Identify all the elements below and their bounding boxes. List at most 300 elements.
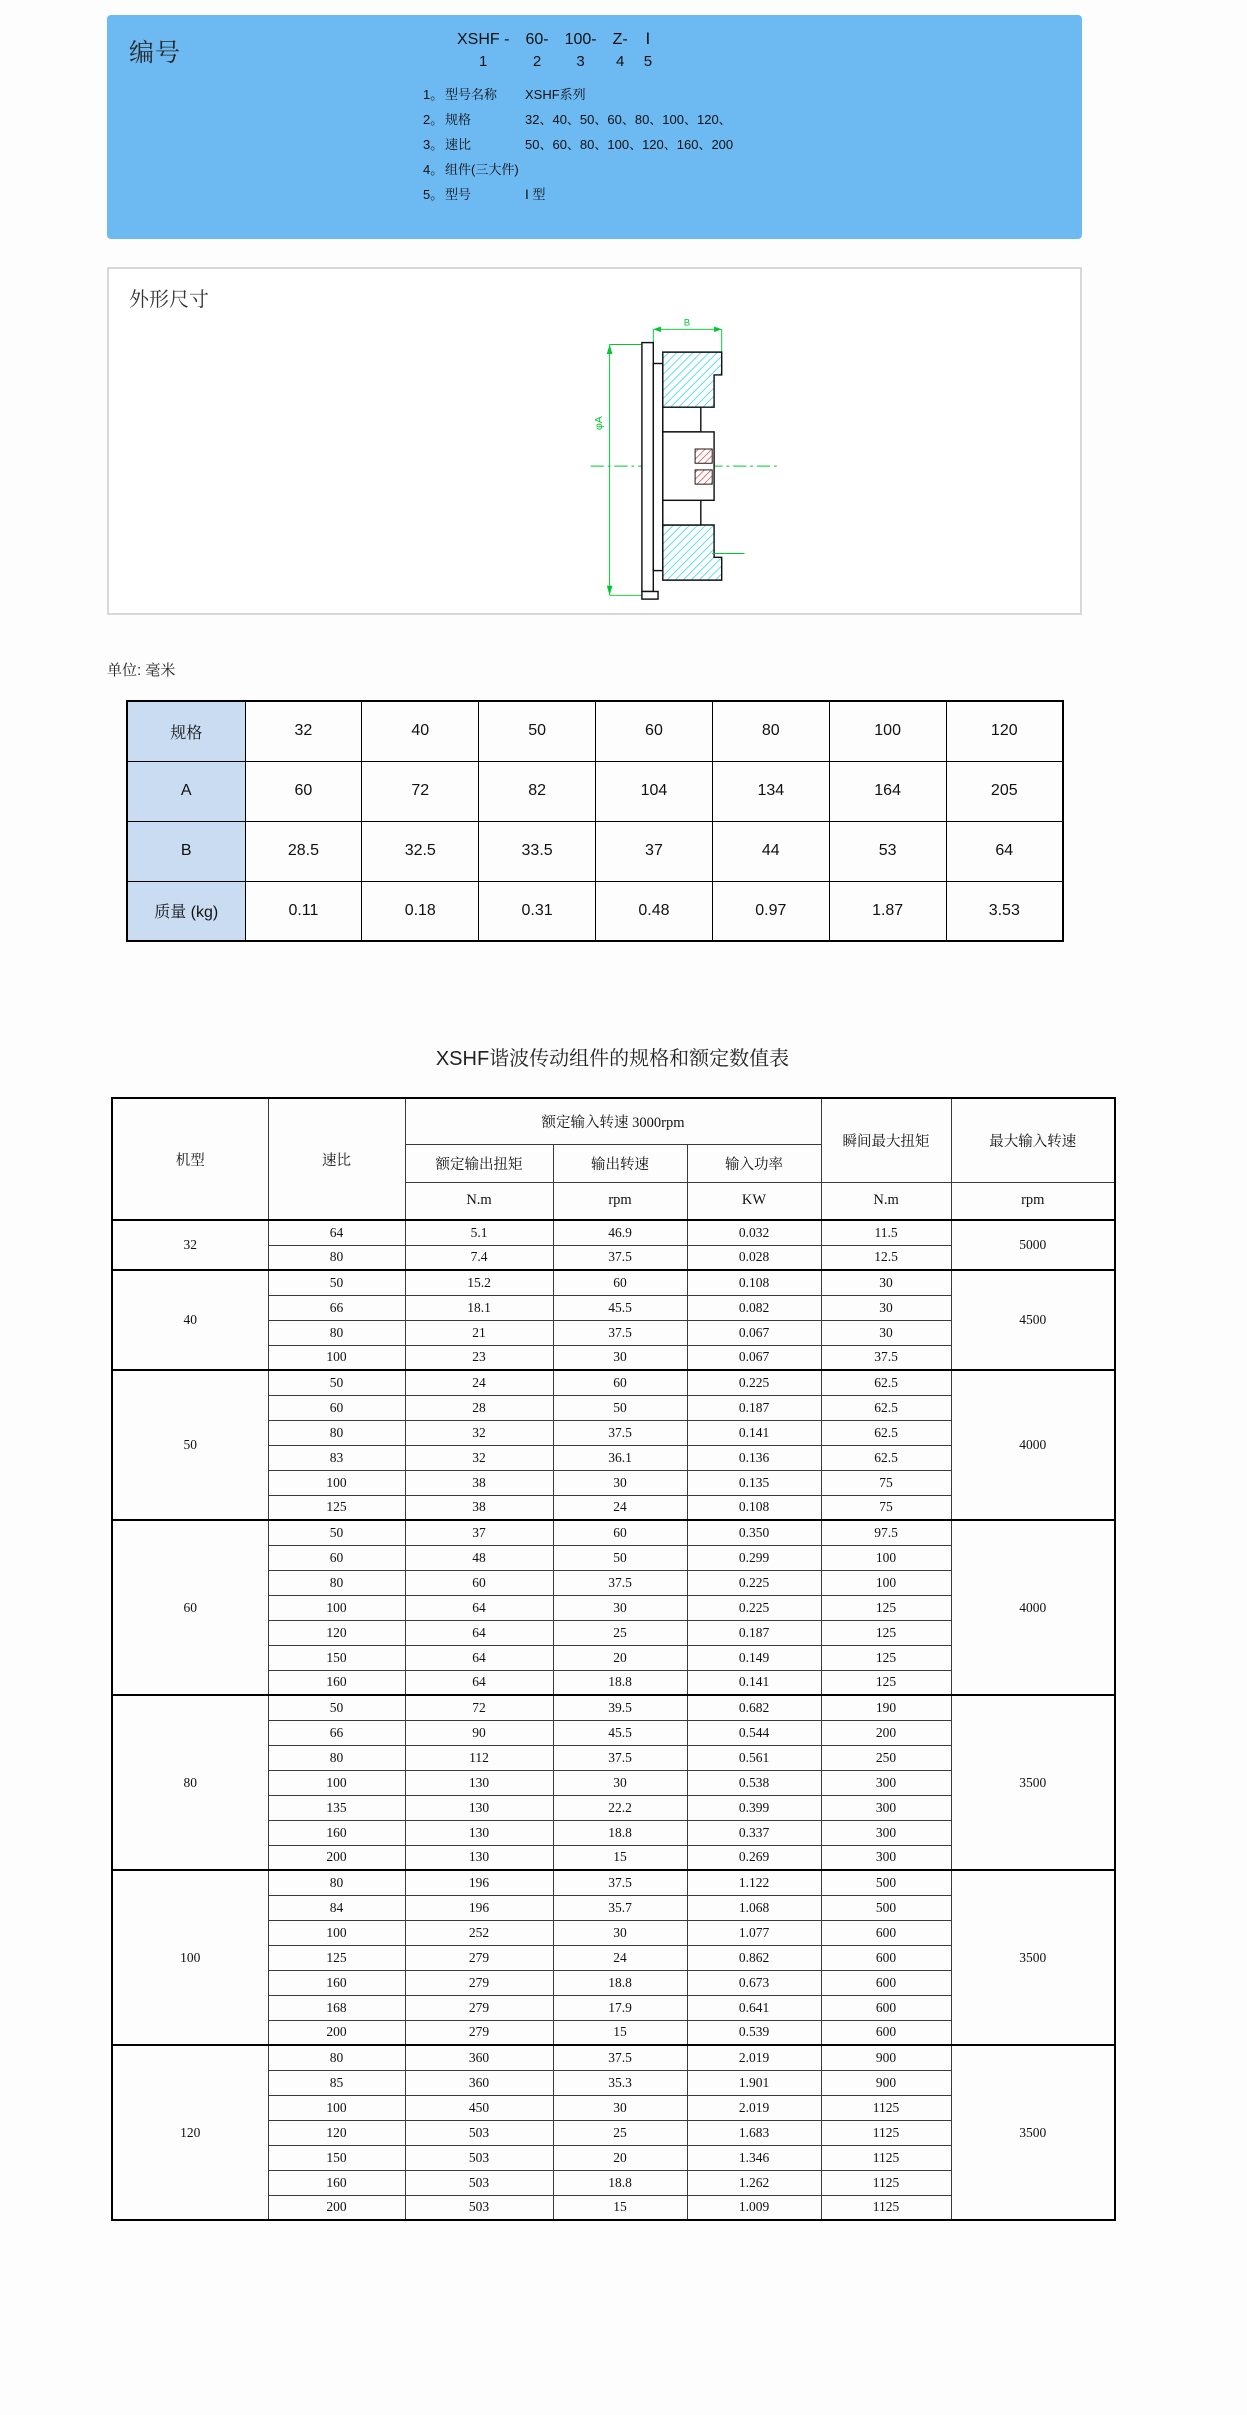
- power-cell: 1.122: [687, 1870, 821, 1895]
- model-code-legend: [423, 81, 733, 206]
- power-cell: 0.135: [687, 1470, 821, 1495]
- speed-cell: 18.8: [553, 1670, 687, 1695]
- part-outline: [642, 343, 722, 599]
- speed-cell: 60: [553, 1370, 687, 1395]
- value-cell: 33.5: [479, 821, 596, 881]
- value-cell: 0.11: [245, 881, 362, 941]
- peak-torque-cell: 62.5: [821, 1370, 951, 1395]
- power-cell: 0.067: [687, 1320, 821, 1345]
- value-cell: 205: [946, 761, 1063, 821]
- peak-torque-cell: 1125: [821, 2095, 951, 2120]
- torque-cell: 37: [405, 1520, 553, 1545]
- torque-cell: 503: [405, 2170, 553, 2195]
- peak-torque-cell: 75: [821, 1495, 951, 1520]
- ratio-cell: 125: [268, 1945, 405, 1970]
- model-code-segment-number: 2: [532, 53, 542, 70]
- speed-cell: 30: [553, 2095, 687, 2120]
- model-cell: 100: [112, 1870, 268, 2045]
- power-cell: 0.141: [687, 1670, 821, 1695]
- speed-cell: 24: [553, 1495, 687, 1520]
- torque-cell: 503: [405, 2120, 553, 2145]
- speed-cell: 15: [553, 2195, 687, 2220]
- legend-value: XSHF系列: [525, 87, 586, 102]
- model-code-segment-number: 5: [643, 53, 653, 70]
- value-cell: 80: [712, 701, 829, 761]
- power-cell: 0.108: [687, 1495, 821, 1520]
- power-cell: 0.149: [687, 1645, 821, 1670]
- legend-row: [423, 131, 733, 156]
- peak-torque-cell: 900: [821, 2045, 951, 2070]
- ratio-cell: 80: [268, 1420, 405, 1445]
- torque-cell: 23: [405, 1345, 553, 1370]
- ratio-cell: 84: [268, 1895, 405, 1920]
- power-cell: 0.141: [687, 1420, 821, 1445]
- power-cell: 0.682: [687, 1695, 821, 1720]
- table-row: [112, 1870, 1115, 1895]
- value-cell: 0.48: [596, 881, 713, 941]
- peak-torque-cell: 250: [821, 1745, 951, 1770]
- power-cell: 1.077: [687, 1920, 821, 1945]
- peak-torque-cell: 600: [821, 1970, 951, 1995]
- peak-torque-cell: 62.5: [821, 1395, 951, 1420]
- torque-cell: 279: [405, 1945, 553, 1970]
- torque-cell: 64: [405, 1595, 553, 1620]
- ratio-cell: 120: [268, 2120, 405, 2145]
- value-cell: 28.5: [245, 821, 362, 881]
- power-cell: 0.225: [687, 1570, 821, 1595]
- ratio-cell: 135: [268, 1795, 405, 1820]
- ratio-cell: 66: [268, 1720, 405, 1745]
- speed-cell: 37.5: [553, 1320, 687, 1345]
- model-code-segment: [457, 29, 509, 73]
- peak-torque-cell: 1125: [821, 2145, 951, 2170]
- speed-cell: 17.9: [553, 1995, 687, 2020]
- speed-cell: 20: [553, 2145, 687, 2170]
- torque-cell: 252: [405, 1920, 553, 1945]
- torque-cell: 28: [405, 1395, 553, 1420]
- col-header-input-power: 输入功率: [687, 1144, 821, 1182]
- outline-drawing: [529, 316, 789, 601]
- peak-torque-cell: 500: [821, 1870, 951, 1895]
- col-header-rated-output-torque: 额定输出扭矩: [405, 1144, 553, 1182]
- legend-number: 1。: [423, 87, 444, 102]
- value-cell: 64: [946, 821, 1063, 881]
- speed-cell: 35.3: [553, 2070, 687, 2095]
- legend-row: [423, 81, 733, 106]
- value-cell: 40: [362, 701, 479, 761]
- torque-cell: 18.1: [405, 1295, 553, 1320]
- value-cell: 60: [596, 701, 713, 761]
- torque-cell: 90: [405, 1720, 553, 1745]
- power-cell: 0.136: [687, 1445, 821, 1470]
- legend-label-text: 型号: [445, 187, 472, 202]
- peak-torque-cell: 125: [821, 1620, 951, 1645]
- legend-number: 5。: [423, 187, 444, 202]
- model-cell: 40: [112, 1270, 268, 1370]
- ratings-table-title: XSHF谐波传动组件的规格和额定数值表: [435, 1048, 790, 1070]
- torque-cell: 32: [405, 1420, 553, 1445]
- ratio-cell: 150: [268, 1645, 405, 1670]
- peak-torque-cell: 500: [821, 1895, 951, 1920]
- power-cell: 0.561: [687, 1745, 821, 1770]
- ratio-cell: 80: [268, 1745, 405, 1770]
- col-header-peak-torque: 瞬间最大扭矩: [821, 1098, 951, 1182]
- torque-cell: 130: [405, 1820, 553, 1845]
- speed-cell: 30: [553, 1770, 687, 1795]
- model-code-segment: [644, 29, 652, 73]
- torque-cell: 279: [405, 1995, 553, 2020]
- table-row: [127, 821, 1063, 881]
- value-cell: 164: [829, 761, 946, 821]
- speed-cell: 46.9: [553, 1220, 687, 1245]
- ratio-cell: 160: [268, 1970, 405, 1995]
- ratio-cell: 80: [268, 1245, 405, 1270]
- value-cell: 37: [596, 821, 713, 881]
- speed-cell: 37.5: [553, 1745, 687, 1770]
- legend-row: [423, 106, 733, 131]
- torque-cell: 360: [405, 2045, 553, 2070]
- peak-torque-cell: 100: [821, 1545, 951, 1570]
- speed-cell: 30: [553, 1470, 687, 1495]
- speed-cell: 15: [553, 1845, 687, 1870]
- power-cell: 0.108: [687, 1270, 821, 1295]
- unit-note: 单位: 毫米: [107, 662, 176, 679]
- legend-label: [423, 109, 525, 128]
- torque-cell: 196: [405, 1870, 553, 1895]
- ratings-table: [111, 1097, 1116, 2221]
- torque-cell: 360: [405, 2070, 553, 2095]
- peak-torque-cell: 600: [821, 1945, 951, 1970]
- power-cell: 1.683: [687, 2120, 821, 2145]
- torque-cell: 48: [405, 1545, 553, 1570]
- unit-peak-torque: N.m: [821, 1182, 951, 1220]
- unit-torque: N.m: [405, 1182, 553, 1220]
- peak-torque-cell: 125: [821, 1595, 951, 1620]
- dim-label-b: B: [683, 317, 691, 329]
- legend-label-text: 速比: [445, 137, 472, 152]
- legend-number: 3。: [423, 137, 444, 152]
- legend-row: [423, 181, 733, 206]
- power-cell: 0.269: [687, 1845, 821, 1870]
- row-header-cell: B: [127, 821, 245, 881]
- header-row: [112, 1098, 1115, 1144]
- ratio-cell: 83: [268, 1445, 405, 1470]
- power-cell: 0.544: [687, 1720, 821, 1745]
- peak-torque-cell: 30: [821, 1270, 951, 1295]
- ratio-cell: 80: [268, 1320, 405, 1345]
- peak-torque-cell: 200: [821, 1720, 951, 1745]
- ratio-cell: 100: [268, 1770, 405, 1795]
- section-title-numbering: 编号: [129, 39, 182, 67]
- power-cell: 0.539: [687, 2020, 821, 2045]
- ratio-cell: 85: [268, 2070, 405, 2095]
- peak-torque-cell: 100: [821, 1570, 951, 1595]
- peak-torque-cell: 900: [821, 2070, 951, 2095]
- torque-cell: 503: [405, 2195, 553, 2220]
- peak-torque-cell: 12.5: [821, 1245, 951, 1270]
- section-title-outline: 外形尺寸: [129, 289, 209, 311]
- ratio-cell: 160: [268, 1670, 405, 1695]
- torque-cell: 450: [405, 2095, 553, 2120]
- power-cell: 0.067: [687, 1345, 821, 1370]
- table-row: [127, 701, 1063, 761]
- table-row: [112, 1695, 1115, 1720]
- peak-torque-cell: 600: [821, 1920, 951, 1945]
- power-cell: 0.187: [687, 1395, 821, 1420]
- speed-cell: 35.7: [553, 1895, 687, 1920]
- legend-row: [423, 156, 733, 181]
- legend-value: Ⅰ 型: [525, 187, 546, 202]
- ratio-cell: 160: [268, 1820, 405, 1845]
- speed-cell: 30: [553, 1595, 687, 1620]
- value-cell: 72: [362, 761, 479, 821]
- speed-cell: 45.5: [553, 1720, 687, 1745]
- power-cell: 0.187: [687, 1620, 821, 1645]
- model-code-segment-text: 60-: [525, 31, 549, 48]
- torque-cell: 279: [405, 1970, 553, 1995]
- speed-cell: 39.5: [553, 1695, 687, 1720]
- power-cell: 0.350: [687, 1520, 821, 1545]
- speed-cell: 37.5: [553, 1420, 687, 1445]
- legend-label: [423, 184, 525, 203]
- value-cell: 100: [829, 701, 946, 761]
- ratio-cell: 64: [268, 1220, 405, 1245]
- table-row: [112, 1520, 1115, 1545]
- model-code: [457, 29, 652, 73]
- peak-torque-cell: 75: [821, 1470, 951, 1495]
- ratio-cell: 60: [268, 1395, 405, 1420]
- speed-cell: 18.8: [553, 2170, 687, 2195]
- peak-torque-cell: 600: [821, 1995, 951, 2020]
- legend-value: 32、40、50、60、80、100、120、: [525, 112, 732, 127]
- speed-cell: 45.5: [553, 1295, 687, 1320]
- col-header-ratio: 速比: [268, 1098, 405, 1220]
- torque-cell: 60: [405, 1570, 553, 1595]
- table-row: [112, 1370, 1115, 1395]
- power-cell: 0.028: [687, 1245, 821, 1270]
- ratio-cell: 160: [268, 2170, 405, 2195]
- ratio-cell: 50: [268, 1270, 405, 1295]
- power-cell: 2.019: [687, 2095, 821, 2120]
- model-code-segment-text: Ⅰ: [645, 31, 651, 48]
- ratio-cell: 60: [268, 1545, 405, 1570]
- torque-cell: 5.1: [405, 1220, 553, 1245]
- peak-torque-cell: 30: [821, 1295, 951, 1320]
- legend-label: [423, 159, 525, 178]
- peak-torque-cell: 1125: [821, 2120, 951, 2145]
- ratio-cell: 200: [268, 2195, 405, 2220]
- value-cell: 60: [245, 761, 362, 821]
- speed-cell: 37.5: [553, 2045, 687, 2070]
- unit-power: KW: [687, 1182, 821, 1220]
- peak-torque-cell: 125: [821, 1645, 951, 1670]
- ratio-cell: 50: [268, 1695, 405, 1720]
- page: [0, 15, 1247, 2221]
- torque-cell: 196: [405, 1895, 553, 1920]
- speed-cell: 60: [553, 1520, 687, 1545]
- ratio-cell: 50: [268, 1520, 405, 1545]
- row-header-cell: A: [127, 761, 245, 821]
- table-row: [127, 881, 1063, 941]
- ratio-cell: 200: [268, 1845, 405, 1870]
- model-code-segment-text: XSHF -: [457, 31, 510, 48]
- speed-cell: 15: [553, 2020, 687, 2045]
- model-cell: 80: [112, 1695, 268, 1870]
- power-cell: 0.032: [687, 1220, 821, 1245]
- speed-cell: 50: [553, 1545, 687, 1570]
- model-code-segment-number: 3: [576, 53, 585, 70]
- torque-cell: 130: [405, 1845, 553, 1870]
- ratio-cell: 66: [268, 1295, 405, 1320]
- legend-label-text: 型号名称: [445, 87, 498, 102]
- peak-torque-cell: 97.5: [821, 1520, 951, 1545]
- ratio-cell: 100: [268, 1470, 405, 1495]
- dimension-b: [653, 326, 721, 352]
- ratio-cell: 168: [268, 1995, 405, 2020]
- ratio-cell: 80: [268, 2045, 405, 2070]
- table-row: [112, 2045, 1115, 2070]
- value-cell: 0.97: [712, 881, 829, 941]
- power-cell: 1.262: [687, 2170, 821, 2195]
- ratio-cell: 50: [268, 1370, 405, 1395]
- value-cell: 82: [479, 761, 596, 821]
- peak-torque-cell: 190: [821, 1695, 951, 1720]
- legend-label-text: 组件(三大件): [445, 162, 519, 177]
- value-cell: 134: [712, 761, 829, 821]
- power-cell: 1.346: [687, 2145, 821, 2170]
- col-header-model: 机型: [112, 1098, 268, 1220]
- value-cell: 44: [712, 821, 829, 881]
- torque-cell: 130: [405, 1770, 553, 1795]
- model-code-segment: [565, 29, 597, 73]
- model-code-segment-text: Z-: [612, 31, 628, 48]
- torque-cell: 38: [405, 1495, 553, 1520]
- max-input-speed-cell: 4000: [951, 1520, 1115, 1695]
- model-cell: 120: [112, 2045, 268, 2220]
- peak-torque-cell: 62.5: [821, 1420, 951, 1445]
- value-cell: 32: [245, 701, 362, 761]
- model-code-segment-number: 4: [615, 53, 625, 70]
- legend-label: [423, 134, 525, 153]
- torque-cell: 32: [405, 1445, 553, 1470]
- unit-speed: rpm: [553, 1182, 687, 1220]
- speed-cell: 30: [553, 1345, 687, 1370]
- torque-cell: 279: [405, 2020, 553, 2045]
- legend-label: [423, 84, 525, 103]
- dimensions-table: [126, 700, 1064, 942]
- model-cell: 32: [112, 1220, 268, 1270]
- speed-cell: 50: [553, 1395, 687, 1420]
- row-header-cell: 质量 (kg): [127, 881, 245, 941]
- max-input-speed-cell: 5000: [951, 1220, 1115, 1270]
- numbering-section: [107, 15, 1082, 239]
- dim-label-phi-a: φA: [594, 416, 605, 430]
- torque-cell: 130: [405, 1795, 553, 1820]
- ratio-cell: 100: [268, 2095, 405, 2120]
- model-code-segment: [613, 29, 628, 73]
- peak-torque-cell: 37.5: [821, 1345, 951, 1370]
- ratio-cell: 100: [268, 1345, 405, 1370]
- ratio-cell: 200: [268, 2020, 405, 2045]
- max-input-speed-cell: 4500: [951, 1270, 1115, 1370]
- torque-cell: 72: [405, 1695, 553, 1720]
- torque-cell: 21: [405, 1320, 553, 1345]
- outline-dimensions-section: [107, 267, 1082, 615]
- legend-value: 50、60、80、100、120、160、200: [525, 137, 734, 152]
- torque-cell: 112: [405, 1745, 553, 1770]
- table-row: [112, 1220, 1115, 1245]
- value-cell: 1.87: [829, 881, 946, 941]
- torque-cell: 64: [405, 1645, 553, 1670]
- model-cell: 60: [112, 1520, 268, 1695]
- col-header-max-input-speed: 最大输入转速: [951, 1098, 1115, 1182]
- ratio-cell: 125: [268, 1495, 405, 1520]
- peak-torque-cell: 300: [821, 1820, 951, 1845]
- power-cell: 1.068: [687, 1895, 821, 1920]
- speed-cell: 30: [553, 1920, 687, 1945]
- power-cell: 1.009: [687, 2195, 821, 2220]
- value-cell: 104: [596, 761, 713, 821]
- ratio-cell: 80: [268, 1570, 405, 1595]
- peak-torque-cell: 11.5: [821, 1220, 951, 1245]
- torque-cell: 24: [405, 1370, 553, 1395]
- legend-number: 4。: [423, 162, 444, 177]
- max-input-speed-cell: 3500: [951, 1870, 1115, 2045]
- speed-cell: 25: [553, 2120, 687, 2145]
- value-cell: 3.53: [946, 881, 1063, 941]
- power-cell: 0.225: [687, 1595, 821, 1620]
- speed-cell: 25: [553, 1620, 687, 1645]
- speed-cell: 20: [553, 1645, 687, 1670]
- model-code-segment-text: 100-: [564, 31, 597, 48]
- model-code-segment: [525, 29, 548, 73]
- value-cell: 0.18: [362, 881, 479, 941]
- value-cell: 50: [479, 701, 596, 761]
- max-input-speed-cell: 4000: [951, 1370, 1115, 1520]
- peak-torque-cell: 1125: [821, 2195, 951, 2220]
- ratio-cell: 100: [268, 1920, 405, 1945]
- peak-torque-cell: 30: [821, 1320, 951, 1345]
- model-code-segment-number: 1: [479, 53, 488, 70]
- power-cell: 0.862: [687, 1945, 821, 1970]
- torque-cell: 64: [405, 1670, 553, 1695]
- col-header-rated-input-speed: 额定输入转速 3000rpm: [405, 1098, 821, 1144]
- peak-torque-cell: 62.5: [821, 1445, 951, 1470]
- col-header-output-speed: 输出转速: [553, 1144, 687, 1182]
- unit-max-input-speed: rpm: [951, 1182, 1115, 1220]
- max-input-speed-cell: 3500: [951, 2045, 1115, 2220]
- speed-cell: 37.5: [553, 1245, 687, 1270]
- power-cell: 0.538: [687, 1770, 821, 1795]
- value-cell: 53: [829, 821, 946, 881]
- value-cell: 0.31: [479, 881, 596, 941]
- row-header-cell: 规格: [127, 701, 245, 761]
- ratio-cell: 80: [268, 1870, 405, 1895]
- peak-torque-cell: 125: [821, 1670, 951, 1695]
- power-cell: 0.225: [687, 1370, 821, 1395]
- torque-cell: 7.4: [405, 1245, 553, 1270]
- peak-torque-cell: 600: [821, 2020, 951, 2045]
- ratio-cell: 150: [268, 2145, 405, 2170]
- speed-cell: 37.5: [553, 1870, 687, 1895]
- table-row: [112, 1270, 1115, 1295]
- peak-torque-cell: 300: [821, 1845, 951, 1870]
- power-cell: 0.399: [687, 1795, 821, 1820]
- torque-cell: 64: [405, 1620, 553, 1645]
- speed-cell: 60: [553, 1270, 687, 1295]
- table-row: [127, 761, 1063, 821]
- ratio-cell: 100: [268, 1595, 405, 1620]
